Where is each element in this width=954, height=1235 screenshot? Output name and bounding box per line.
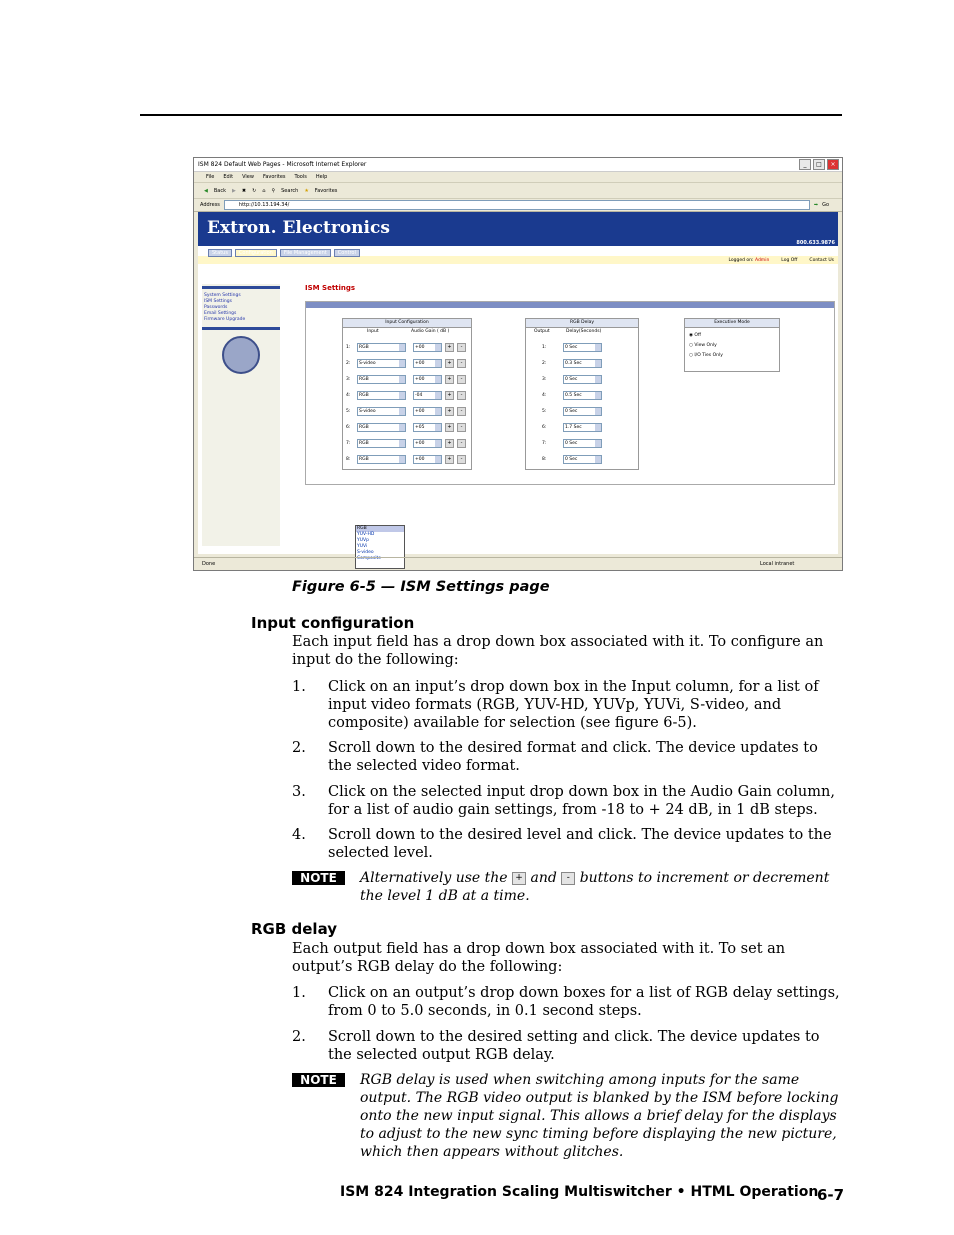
input-row xyxy=(346,407,466,415)
input-format-select[interactable]: RGB xyxy=(357,455,406,464)
back-icon[interactable]: ◀ xyxy=(204,187,208,194)
step-number: 1. xyxy=(292,679,306,695)
refresh-icon[interactable]: ↻ xyxy=(252,187,257,194)
rgb-delay-select[interactable]: 0.5 Sec xyxy=(563,391,602,400)
audio-gain-select[interactable]: +00 xyxy=(413,439,442,448)
step-text: Scroll down to the desired setting and click. The device updates to the selected output RGB delay. xyxy=(328,1029,820,1063)
tab-file-management[interactable]: File Management xyxy=(280,249,331,257)
input-row xyxy=(346,439,466,447)
input-row-label: 2: xyxy=(346,360,351,366)
gain-minus-button[interactable]: - xyxy=(457,455,466,464)
menu-tools[interactable]: Tools xyxy=(294,174,307,180)
gain-minus-button[interactable]: - xyxy=(457,375,466,384)
delay-row xyxy=(542,343,602,351)
home-icon[interactable]: ⌂ xyxy=(262,187,266,194)
extron-banner xyxy=(198,212,838,256)
input-config-box xyxy=(342,318,472,470)
favorites-icon[interactable]: ★ xyxy=(304,187,309,194)
gain-plus-button[interactable]: + xyxy=(445,407,454,416)
delay-row-label: 2: xyxy=(542,360,547,366)
gain-col-header: Audio Gain ( dB ) xyxy=(411,329,450,334)
audio-gain-select[interactable]: -04 xyxy=(413,391,442,400)
input-row-label: 7: xyxy=(346,440,351,446)
status-bar xyxy=(194,557,843,570)
input-row-label: 6: xyxy=(346,424,351,430)
back-button[interactable]: Back xyxy=(213,187,226,194)
audio-gain-select[interactable]: +00 xyxy=(413,375,442,384)
sidebar-item-firmware-upgrade[interactable]: Firmware Upgrade xyxy=(204,317,246,322)
ism-settings-screenshot xyxy=(193,157,843,571)
step-number: 2. xyxy=(292,1029,306,1045)
note-badge: NOTE xyxy=(292,871,345,885)
exec-mode-box xyxy=(684,318,780,372)
exec-mode-off-radio[interactable]: ◉ Off xyxy=(689,333,702,338)
tab-control[interactable]: Control xyxy=(334,249,360,257)
input-row xyxy=(346,343,466,351)
gain-plus-button[interactable]: + xyxy=(445,375,454,384)
step-number: 1. xyxy=(292,985,306,1001)
audio-gain-select[interactable]: +00 xyxy=(413,407,442,416)
status-done: Done xyxy=(202,561,216,567)
minimize-icon[interactable]: _ xyxy=(799,159,811,170)
output-col-header: Output xyxy=(534,329,550,334)
settings-panel xyxy=(305,301,835,485)
menu-help[interactable]: Help xyxy=(315,174,328,180)
page-number: 6-7 xyxy=(817,1186,845,1204)
input-row xyxy=(346,423,466,431)
audio-gain-select[interactable]: +00 xyxy=(413,359,442,368)
gain-minus-button[interactable]: - xyxy=(457,439,466,448)
search-icon[interactable]: ⚲ xyxy=(271,187,276,194)
rgb-delay-header: RGB Delay xyxy=(526,319,638,328)
address-label: Address xyxy=(200,202,220,208)
gain-minus-button[interactable]: - xyxy=(457,423,466,432)
rgb-delay-select[interactable]: 0 Sec xyxy=(563,455,602,464)
input-row xyxy=(346,359,466,367)
footer-title: ISM 824 Integration Scaling Multiswitcher • HTML Operation xyxy=(340,1184,819,1200)
delay-row-label: 5: xyxy=(542,408,547,414)
sidebar-item-system-settings[interactable]: System Settings xyxy=(204,293,241,298)
extron-logo: Extron. Electronics xyxy=(207,218,390,238)
input-format-select[interactable]: S-video xyxy=(357,407,406,416)
favorites-button[interactable]: Favorites xyxy=(314,187,338,194)
menu-view[interactable]: View xyxy=(242,174,254,180)
gain-plus-button[interactable]: + xyxy=(445,455,454,464)
delay-row xyxy=(542,439,602,447)
web-page xyxy=(198,212,838,561)
dropdown-option[interactable]: YUVp xyxy=(357,538,369,543)
nav-tabs xyxy=(208,249,360,257)
exec-mode-view-only-label: View Only xyxy=(694,343,717,348)
exec-mode-io-ties-radio[interactable]: ○ I/O Ties Only xyxy=(689,353,723,358)
input-row xyxy=(346,375,466,383)
input-format-select[interactable]: RGB xyxy=(357,391,406,400)
step-number: 4. xyxy=(292,827,306,843)
input-format-select[interactable]: RGB xyxy=(357,423,406,432)
delay-row xyxy=(542,359,602,367)
contact-us-link[interactable]: Contact Us xyxy=(809,257,834,263)
rgb-delay-box xyxy=(525,318,639,470)
browser-toolbar xyxy=(194,183,842,199)
gain-plus-button[interactable]: + xyxy=(445,343,454,352)
delay-row-label: 8: xyxy=(542,456,547,462)
menu-file[interactable]: File xyxy=(206,174,215,180)
maximize-icon[interactable]: □ xyxy=(813,159,825,170)
rgb-delay-select[interactable]: 0 Sec xyxy=(563,343,602,352)
input-row-label: 5: xyxy=(346,408,351,414)
delay-row-label: 6: xyxy=(542,424,547,430)
input-col-header: Input xyxy=(367,329,379,334)
note-text xyxy=(360,869,844,905)
phone-number: 800.633.9876 xyxy=(796,240,835,246)
rgb-delay-select[interactable]: 0.3 Sec xyxy=(563,359,602,368)
delay-row xyxy=(542,423,602,431)
menu-favorites[interactable]: Favorites xyxy=(262,174,286,180)
tab-status[interactable]: Status xyxy=(208,249,232,257)
rgb-delay-heading: RGB delay xyxy=(251,920,338,938)
menu-bar xyxy=(194,172,842,183)
tab-configuration[interactable]: Configuration xyxy=(235,249,277,257)
delay-row-label: 3: xyxy=(542,376,547,382)
rgb-delay-select[interactable]: 0 Sec xyxy=(563,439,602,448)
exec-mode-off-label: Off xyxy=(694,333,702,338)
plus-icon: + xyxy=(512,872,526,885)
window-title: ISM 824 Default Web Pages - Microsoft Internet Explorer xyxy=(198,161,367,168)
gain-minus-button[interactable]: - xyxy=(457,359,466,368)
sidebar-item-passwords[interactable]: Passwords xyxy=(204,305,228,310)
rgb-delay-select[interactable]: 1.7 Sec xyxy=(563,423,602,432)
figure-caption: Figure 6-5 — ISM Settings page xyxy=(292,579,550,595)
input-format-select[interactable]: S-video xyxy=(357,359,406,368)
note-text-part: Alternatively use the xyxy=(360,870,508,886)
step-number: 3. xyxy=(292,784,306,800)
sidebar-item-email-settings[interactable]: Email Settings xyxy=(204,311,237,316)
note-badge: NOTE xyxy=(292,1073,345,1087)
login-bar xyxy=(198,256,838,264)
address-input[interactable]: http://10.13.194.34/ xyxy=(224,200,810,210)
exec-mode-view-only-radio[interactable]: ○ View Only xyxy=(689,343,717,348)
step-text: Click on an output’s drop down boxes for a list of RGB delay settings, from 0 to 5.0 seconds, in 0.1 second steps. xyxy=(328,985,840,1019)
dropdown-option[interactable]: S-video xyxy=(357,550,374,555)
note-text: RGB delay is used when switching among inputs for the same output. The RGB video output is blanked by the ISM before locking onto the new input signal. This allows a brief delay for the displays to adjust to the new sync timing before displaying the new picture, which then appears without glitches. xyxy=(360,1072,839,1160)
stop-icon[interactable]: ✖ xyxy=(241,187,247,194)
logged-on-user: Admin xyxy=(754,257,770,263)
step-number: 2. xyxy=(292,740,306,756)
gain-plus-button[interactable]: + xyxy=(445,423,454,432)
input-row xyxy=(346,455,466,463)
gain-minus-button[interactable]: - xyxy=(457,343,466,352)
window-titlebar xyxy=(194,158,842,172)
input-format-select[interactable]: RGB xyxy=(357,343,406,352)
delay-row-label: 4: xyxy=(542,392,547,398)
delay-row xyxy=(542,455,602,463)
gain-minus-button[interactable]: - xyxy=(457,407,466,416)
menu-edit[interactable]: Edit xyxy=(223,174,234,180)
status-zone: Local intranet xyxy=(760,561,795,567)
note-text-part: buttons to increment or decrement the level 1 dB at a time. xyxy=(360,870,830,904)
rgb-delay-select[interactable]: 0 Sec xyxy=(563,407,602,416)
step-text: Click on an input’s drop down box in the Input column, for a list of input video formats (RGB, YUV-HD, YUVp, YUVi, S-video, and composite) available for selection (see figure 6-5). xyxy=(328,679,819,731)
dropdown-option[interactable]: YUVi xyxy=(357,544,368,549)
gain-plus-button[interactable]: + xyxy=(445,391,454,400)
address-bar xyxy=(194,199,842,212)
search-button[interactable]: Search xyxy=(281,187,299,194)
delay-row xyxy=(542,391,602,399)
extron-seal-icon xyxy=(222,336,260,374)
audio-gain-select[interactable]: +00 xyxy=(413,455,442,464)
input-format-select[interactable]: RGB xyxy=(357,439,406,448)
exec-mode-header: Executive Mode xyxy=(685,319,779,328)
delay-col-header: Delay(Seconds) xyxy=(566,329,602,334)
header-rule xyxy=(140,114,842,116)
input-row-label: 8: xyxy=(346,456,351,462)
gain-plus-button[interactable]: + xyxy=(445,439,454,448)
delay-row-label: 7: xyxy=(542,440,547,446)
step-text: Click on the selected input drop down box in the Audio Gain column, for a list of audio gain settings, from -18 to + 24 dB, in 1 dB steps. xyxy=(328,784,835,818)
delay-row xyxy=(542,407,602,415)
rgb-delay-intro: Each output field has a drop down box associated with it. To set an output’s RGB delay do the following: xyxy=(292,941,786,975)
sidebar-item-ism-settings[interactable]: ISM Settings xyxy=(204,299,232,304)
forward-icon[interactable]: ▶ xyxy=(232,187,236,194)
delay-row-label: 1: xyxy=(542,344,547,350)
input-row-label: 4: xyxy=(346,392,351,398)
delay-row xyxy=(542,375,602,383)
audio-gain-select[interactable]: +00 xyxy=(413,343,442,352)
logged-on-label: Logged on: xyxy=(728,257,754,263)
step-text: Scroll down to the desired level and click. The device updates to the selected level. xyxy=(328,827,832,861)
exec-mode-io-ties-label: I/O Ties Only xyxy=(694,353,723,358)
input-config-header: Input Configuration xyxy=(343,319,471,328)
dropdown-option[interactable]: YUV-HD xyxy=(357,532,375,537)
gain-minus-button[interactable]: - xyxy=(457,391,466,400)
audio-gain-select[interactable]: +05 xyxy=(413,423,442,432)
step-text: Scroll down to the desired format and click. The device updates to the selected video format. xyxy=(328,740,818,774)
input-row-label: 1: xyxy=(346,344,351,350)
dropdown-option[interactable]: RGB xyxy=(356,526,404,532)
input-config-heading: Input configuration xyxy=(251,614,415,632)
note-text-part: and xyxy=(530,870,557,886)
log-off-link[interactable]: Log Off xyxy=(781,257,798,263)
rgb-delay-select[interactable]: 0 Sec xyxy=(563,375,602,384)
input-row xyxy=(346,391,466,399)
input-config-intro: Each input field has a drop down box associated with it. To configure an input do the following: xyxy=(292,634,824,668)
go-icon[interactable]: ➡ xyxy=(813,202,819,208)
page-title: ISM Settings xyxy=(305,284,356,292)
close-icon[interactable]: × xyxy=(827,159,839,170)
input-format-select[interactable]: RGB xyxy=(357,375,406,384)
dropdown-option[interactable]: Composite xyxy=(357,556,382,561)
go-button[interactable]: Go xyxy=(822,202,830,208)
minus-icon: - xyxy=(561,872,575,885)
sidebar xyxy=(202,284,280,546)
gain-plus-button[interactable]: + xyxy=(445,359,454,368)
input-row-label: 3: xyxy=(346,376,351,382)
